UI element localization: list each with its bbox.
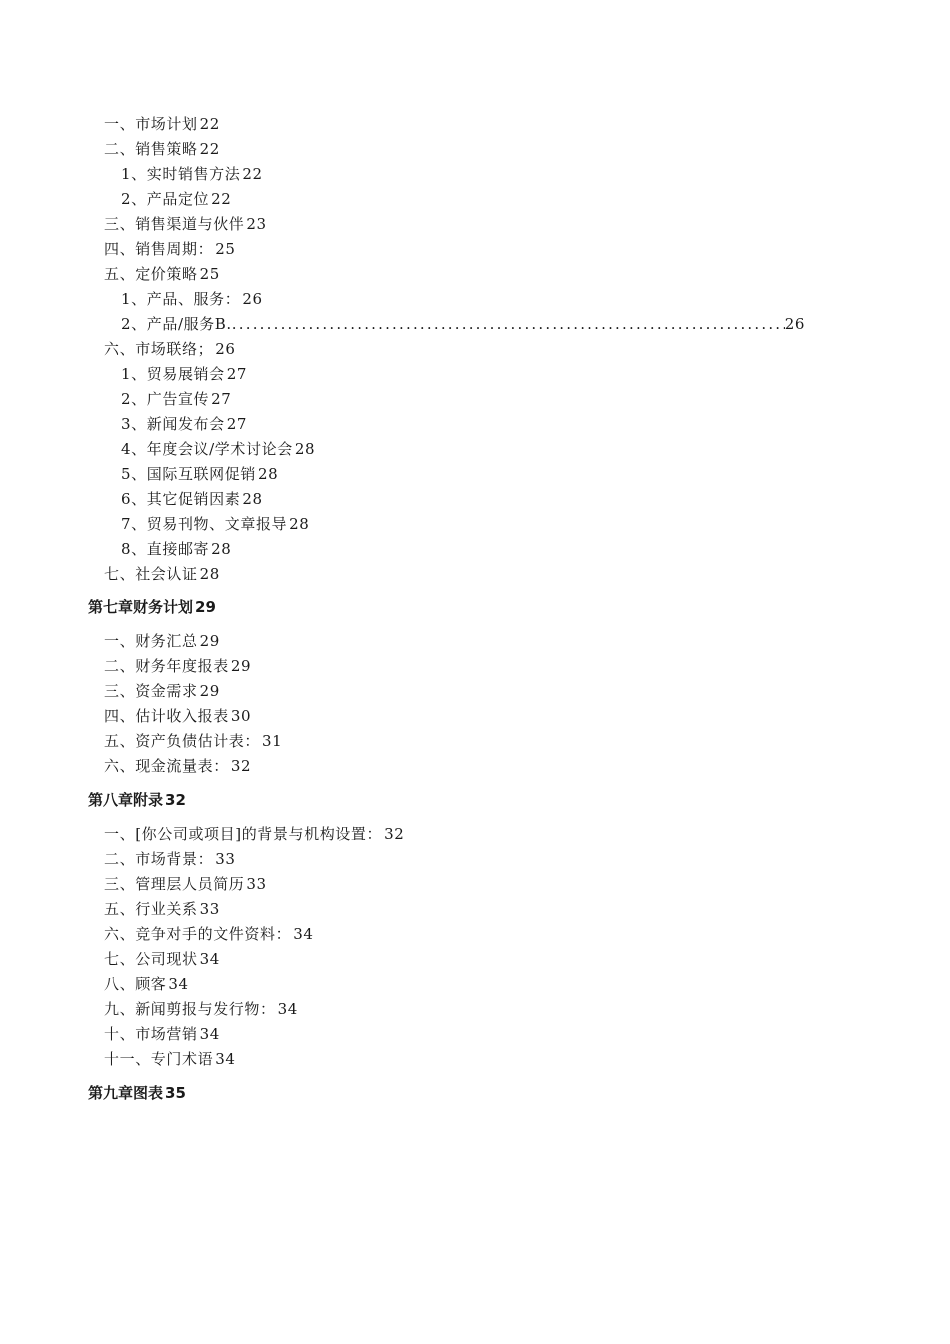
toc-page-number: 33 bbox=[199, 900, 220, 918]
toc-entry[interactable] bbox=[104, 824, 404, 844]
toc-entry-title: 十一、专门术语 bbox=[104, 1050, 214, 1068]
toc-entry-title: 2、广告宣传 bbox=[121, 390, 210, 408]
toc-page-number: 25 bbox=[199, 265, 220, 283]
toc-page-number: 34 bbox=[168, 975, 189, 993]
toc-page-number: 35 bbox=[165, 1084, 186, 1102]
toc-page-number: 28 bbox=[211, 540, 232, 558]
toc-page-number: 29 bbox=[230, 657, 252, 675]
toc-page-number: 29 bbox=[199, 632, 220, 650]
toc-entry-title: 九、新闻剪报与发行物： bbox=[104, 1000, 276, 1018]
toc-page-number: 32 bbox=[230, 757, 252, 775]
toc-entry-title: 二、财务年度报表 bbox=[104, 657, 229, 675]
toc-entry-title: 一、财务汇总 bbox=[104, 632, 198, 650]
toc-page-number: 26 bbox=[784, 315, 805, 333]
toc-entry[interactable] bbox=[104, 949, 220, 969]
toc-page-number: 33 bbox=[215, 850, 236, 868]
toc-entry[interactable] bbox=[121, 514, 309, 534]
toc-page-number: 34 bbox=[277, 1000, 298, 1018]
toc-page-number: 22 bbox=[211, 190, 232, 208]
toc-page-number: 34 bbox=[199, 1025, 220, 1043]
toc-entry[interactable] bbox=[104, 1024, 220, 1044]
toc-entry[interactable] bbox=[104, 999, 298, 1019]
toc-entry-with-leader[interactable] bbox=[121, 314, 805, 334]
toc-entry[interactable] bbox=[104, 681, 220, 701]
toc-page-number: 29 bbox=[199, 682, 220, 700]
toc-entry-title: 一、市场计划 bbox=[104, 115, 198, 133]
toc-entry-title: 五、资产负债估计表： bbox=[104, 732, 261, 750]
toc-entry[interactable] bbox=[104, 756, 251, 776]
toc-page-number: 34 bbox=[215, 1050, 236, 1068]
toc-chapter-heading[interactable] bbox=[88, 1083, 186, 1103]
toc-entry-title: 6、其它促销因素 bbox=[121, 490, 241, 508]
toc-entry-title: 八、顾客 bbox=[104, 975, 167, 993]
toc-entry[interactable] bbox=[121, 364, 247, 384]
toc-entry[interactable] bbox=[104, 631, 220, 651]
toc-chapter-heading[interactable] bbox=[88, 597, 216, 617]
toc-page-number: 34 bbox=[199, 950, 220, 968]
toc-entry-title: 5、国际互联网促销 bbox=[121, 465, 256, 483]
toc-entry-title: 四、估计收入报表 bbox=[104, 707, 229, 725]
toc-entry[interactable] bbox=[104, 656, 251, 676]
toc-entry-title: 4、年度会议/学术讨论会 bbox=[121, 440, 293, 458]
toc-entry[interactable] bbox=[121, 389, 231, 409]
toc-entry[interactable] bbox=[104, 706, 251, 726]
toc-entry[interactable] bbox=[104, 239, 236, 259]
toc-entry[interactable] bbox=[104, 564, 220, 584]
toc-entry[interactable] bbox=[121, 464, 278, 484]
toc-page-number: 27 bbox=[226, 415, 248, 433]
toc-page-number: 28 bbox=[289, 515, 310, 533]
toc-entry-title: 四、销售周期： bbox=[104, 240, 214, 258]
toc-page-number: 22 bbox=[242, 165, 263, 183]
toc-entry[interactable] bbox=[104, 731, 282, 751]
toc-entry[interactable] bbox=[104, 114, 220, 134]
toc-page-number: 28 bbox=[199, 565, 220, 583]
toc-page-number: 26 bbox=[215, 340, 236, 358]
toc-entry-title: 一、[你公司或项目]的背景与机构设置： bbox=[104, 825, 383, 843]
toc-entry[interactable] bbox=[104, 139, 220, 159]
toc-page-number: 32 bbox=[165, 791, 186, 809]
toc-entry-title: 1、实时销售方法 bbox=[121, 165, 241, 183]
toc-entry[interactable] bbox=[104, 874, 267, 894]
toc-page-number: 34 bbox=[293, 925, 314, 943]
toc-entry-title: 六、市场联络； bbox=[104, 340, 214, 358]
toc-entry[interactable] bbox=[104, 264, 220, 284]
toc-entry-title: 六、竞争对手的文件资料： bbox=[104, 925, 292, 943]
toc-entry-title: 三、管理层人员简历 bbox=[104, 875, 245, 893]
toc-page-number: 22 bbox=[199, 140, 220, 158]
toc-page-number: 28 bbox=[257, 465, 279, 483]
toc-page-number: 27 bbox=[211, 390, 232, 408]
toc-entry[interactable] bbox=[121, 539, 231, 559]
toc-page-number: 30 bbox=[230, 707, 252, 725]
toc-page-number: 28 bbox=[294, 440, 316, 458]
toc-entry-title: 2、产品定位 bbox=[121, 190, 210, 208]
toc-entry-title: 8、直接邮寄 bbox=[121, 540, 210, 558]
toc-entry[interactable] bbox=[121, 164, 263, 184]
toc-entry[interactable] bbox=[104, 899, 220, 919]
toc-entry-title: 五、定价策略 bbox=[104, 265, 198, 283]
toc-entry-title: 七、公司现状 bbox=[104, 950, 198, 968]
dot-leader bbox=[232, 314, 785, 334]
toc-entry-title: 1、产品、服务： bbox=[121, 290, 241, 308]
toc-chapter-heading[interactable] bbox=[88, 790, 186, 810]
toc-entry[interactable] bbox=[121, 289, 263, 309]
toc-page-number: 22 bbox=[199, 115, 220, 133]
toc-entry-title: 2、产品/服务B. bbox=[121, 315, 232, 333]
toc-page-number: 23 bbox=[246, 215, 267, 233]
toc-page-number: 32 bbox=[384, 825, 405, 843]
toc-entry-title: 三、资金需求 bbox=[104, 682, 198, 700]
toc-entry-title: 七、社会认证 bbox=[104, 565, 198, 583]
toc-entry-title: 7、贸易刊物、文章报导 bbox=[121, 515, 288, 533]
toc-entry-title: 1、贸易展销会 bbox=[121, 365, 225, 383]
toc-page-number: 29 bbox=[195, 598, 216, 616]
toc-chapter-title: 第八章附录 bbox=[88, 791, 164, 809]
toc-entry-title: 3、新闻发布会 bbox=[121, 415, 225, 433]
toc-chapter-title: 第七章财务计划 bbox=[88, 598, 194, 616]
toc-page-number: 26 bbox=[242, 290, 263, 308]
toc-page-number: 33 bbox=[246, 875, 267, 893]
toc-entry[interactable] bbox=[104, 1049, 236, 1069]
toc-entry[interactable] bbox=[121, 489, 263, 509]
toc-page-number: 28 bbox=[242, 490, 263, 508]
toc-page-number: 31 bbox=[262, 732, 283, 750]
toc-entry[interactable] bbox=[104, 974, 189, 994]
toc-entry-title: 十、市场营销 bbox=[104, 1025, 198, 1043]
toc-page-number: 27 bbox=[226, 365, 248, 383]
toc-entry-title: 三、销售渠道与伙伴 bbox=[104, 215, 245, 233]
toc-entry[interactable] bbox=[104, 214, 267, 234]
toc-entry[interactable] bbox=[104, 924, 314, 944]
toc-page-number: 25 bbox=[215, 240, 236, 258]
toc-chapter-title: 第九章图表 bbox=[88, 1084, 164, 1102]
toc-entry-title: 五、行业关系 bbox=[104, 900, 198, 918]
toc-entry[interactable] bbox=[121, 439, 315, 459]
toc-entry-title: 六、现金流量表： bbox=[104, 757, 229, 775]
toc-entry[interactable] bbox=[121, 414, 247, 434]
toc-entry-title: 二、销售策略 bbox=[104, 140, 198, 158]
toc-entry[interactable] bbox=[104, 849, 236, 869]
toc-entry[interactable] bbox=[104, 339, 236, 359]
toc-entry-title: 二、市场背景： bbox=[104, 850, 214, 868]
toc-entry[interactable] bbox=[121, 189, 231, 209]
